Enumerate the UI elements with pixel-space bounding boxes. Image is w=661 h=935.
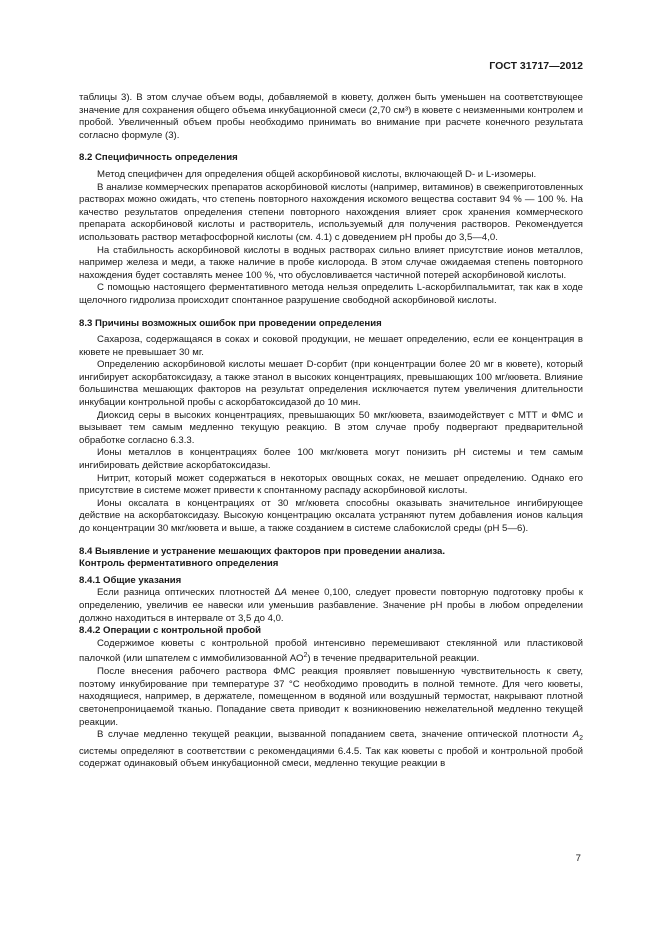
paragraph: С помощью настоящего ферментативного метода нельзя определить L-аскорбилпальмитат, так как в ходе щелочного гидролиза происходит спонтанное разрушение свободной аскорбиновой кислоты.	[79, 282, 583, 306]
delta-a-symbol: ∆A	[274, 587, 287, 599]
page-number: 7	[575, 853, 581, 864]
paragraph-text: В случае медленно текущей реакции, вызванной попаданием света, значение оптической плотности	[97, 729, 573, 741]
paragraph: После внесения рабочего раствора ФМС реакция проявляет повышенную чувствительность к свету, поэтому инкубирование при температуре 37 °С необходимо проводить в полной темноте. Для чего кюветы, находящиеся, например, в держателе, помещенном в водяной или воздушный термостат, накрывают плотной светонепроницаемой тканью. Попадание света приводит к возникновению нежелательной медленно текущей реакции.	[79, 666, 583, 728]
paragraph: Метод специфичен для определения общей аскорбиновой кислоты, включающей D- и L-изомеры.	[97, 168, 537, 180]
subscript: 2	[579, 735, 583, 742]
paragraph: Диоксид серы в высоких концентрациях, превышающих 50 мкг/кювета, взаимодействует с МТТ и ФМС и вызывает тем самым медленно текущую реакцию. В этом случае пробу подвергают предварительной обработке согласно 6.3.3.	[79, 409, 583, 446]
section-heading-8-4: 8.4 Выявление и устранение мешающих факторов при проведении анализа.	[79, 545, 446, 557]
section-heading-8-4-continued: Контроль ферментативного определения	[79, 558, 279, 570]
paragraph: Ионы оксалата в концентрациях от 30 мг/кювета способны оказывать значительное ингибирующее действие на аскорбатоксидазу. Высокую концентрацию оксалата устраняют путем добавления ионов кальция до концентрации 30 мкг/кювета и выше, а также созданием в системе слабокислой среды (pH 5—6).	[79, 497, 583, 534]
paragraph-text: системы определяют в соответствии с рекомендациями 6.4.5. Так как кюветы с пробой и контрольной пробой содержат одинаковый объем инкубационной смеси, медленно текущие реакции в	[79, 745, 583, 770]
paragraph: Ионы металлов в концентрациях более 100 мкг/кювета могут понизить pH системы и тем самым ингибировать действие аскорбатоксидазы.	[79, 447, 583, 472]
page-body	[79, 92, 583, 771]
superscript: 2	[303, 652, 308, 660]
paragraph	[79, 729, 583, 771]
paragraph-text: ) в течение предварительной реакции.	[307, 653, 480, 665]
paragraph: В анализе коммерческих препаратов аскорбиновой кислоты (например, витаминов) в свежеприготовленных растворах можно ожидать, что степень повторного нахождения искомого вещества составит 94 % — 100 %. На качество результатов определения степени повторного нахождения влияет срок хранения коммерческого препарата аскорбиновой кислоты и растворитель, используемый для получения растворов. Рекомендуется использовать раствор метафосфорной кислоты (см. 4.1) с доведением pH пробы до 3,5—4,0.	[79, 181, 583, 243]
paragraph-text: Если разница оптических плотностей	[97, 587, 275, 599]
paragraph	[79, 638, 583, 666]
paragraph: таблицы 3). В этом случае объем воды, добавляемой в кювету, должен быть уменьшен на соответствующее значение для сохранения общего объема инкубационной смеси (2,70 см³) в кювете с неизменными контролем и пробой. Увеличенный объем пробы необходимо принимать во внимание при расчете конечного результата согласно формуле (3).	[79, 92, 583, 141]
subsection-heading-8-4-2: 8.4.2 Операции с контрольной пробой	[79, 625, 262, 637]
subsection-heading-8-4-1: 8.4.1 Общие указания	[79, 574, 182, 586]
paragraph: На стабильность аскорбиновой кислоты в водных растворах сильно влияет присутствие ионов металлов, например железа и меди, а также наличие в пробе кислорода. В этом случае ожидаемая степень повторного нахождения будет составлять менее 100 %, что обусловливается частичной потерей аскорбиновой кислоты.	[79, 244, 583, 281]
section-heading-8-2: 8.2 Специфичность определения	[79, 152, 238, 164]
paragraph: Нитрит, который может содержаться в некоторых овощных соках, не мешает определению. Однако его присутствие в системе может привести к спонтанному распаду аскорбиновой кислоты.	[79, 472, 583, 497]
paragraph: Сахароза, содержащаяся в соках и соковой продукции, не мешает определению, если ее концентрация в кювете не превышает 30 мг.	[79, 334, 583, 358]
paragraph: Определению аскорбиновой кислоты мешает D-сорбит (при концентрации более 20 мг в кювете), который ингибирует аскорбатоксидазу, а также этанол в высоких концентрациях, превышающих 100 мг/кювета. Влияние большинства мешающих факторов на результат определения исключается путем увеличения длительности инкубации контрольной пробы с аскорбатоксидазой до 10 мин.	[79, 359, 583, 409]
section-heading-8-3: 8.3 Причины возможных ошибок при проведении определения	[79, 317, 382, 329]
paragraph-text: менее 0,100, следует провести повторную подготовку пробы к определению, увеличив ее навески или уменьшив разбавление. Значение pH пробы в любом определении должно находиться в интервале от 3,5 до 4,0.	[79, 587, 583, 624]
document-code: ГОСТ 31717—2012	[489, 60, 583, 72]
paragraph-text: Содержимое кюветы с контрольной пробой интенсивно перемешивают стеклянной или пластиковой палочкой (или шпателем с иммобилизованной АО	[79, 637, 583, 665]
a-symbol: A	[572, 729, 580, 741]
paragraph	[79, 587, 583, 625]
